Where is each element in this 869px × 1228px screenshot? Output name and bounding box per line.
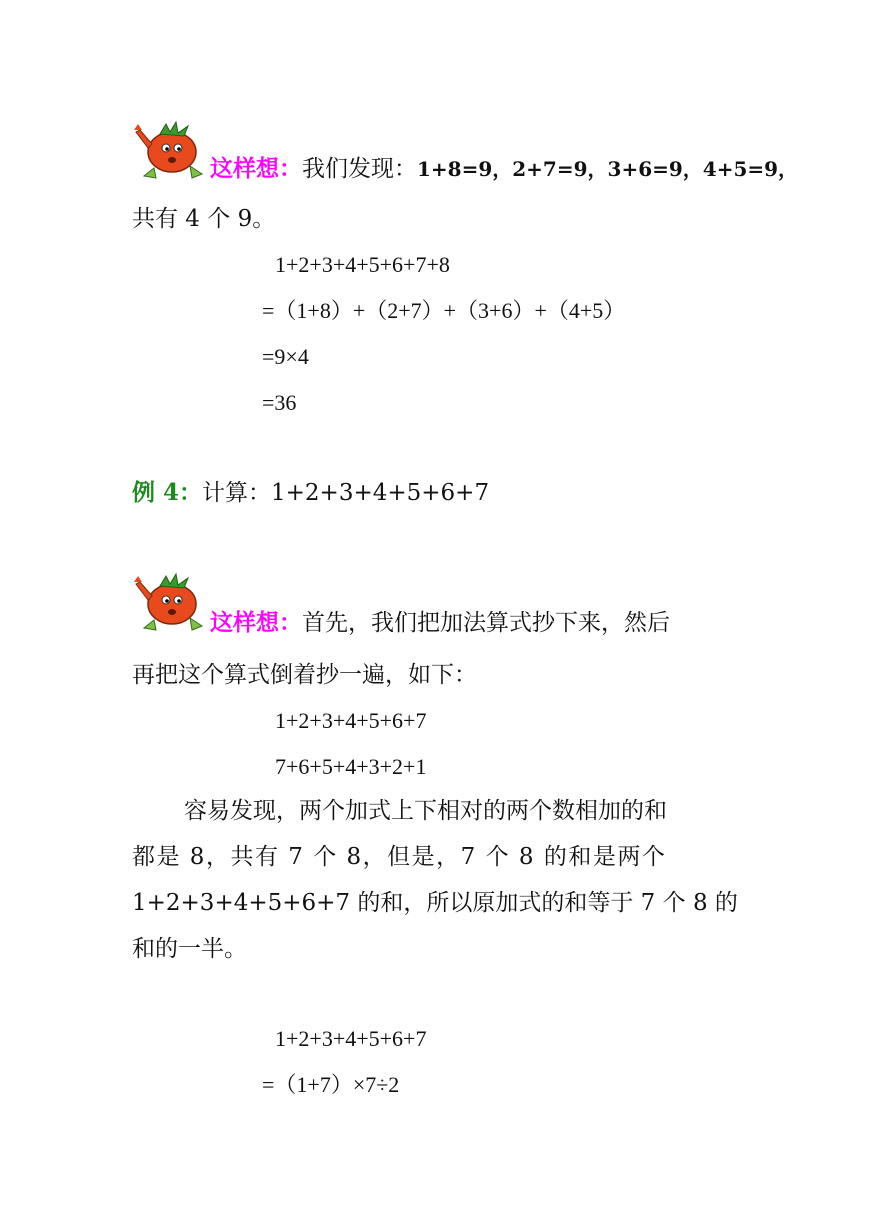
intro-text: 我们发现： — [302, 156, 417, 182]
example4-heading — [132, 478, 489, 508]
para-line-1: 容易发现，两个加式上下相对的两个数相加的和 — [184, 798, 667, 824]
tomato-mascot-icon — [132, 118, 210, 180]
think-label: 这样想： — [210, 610, 302, 636]
example-label: 例 4： — [132, 479, 203, 506]
section1-step-1: 1+2+3+4+5+6+7+8 — [275, 252, 450, 277]
line1-text: 首先，我们把加法算式抄下来，然后 — [302, 610, 670, 636]
section2-first-line — [210, 608, 670, 638]
section1-step-2: =（1+8）+（2+7）+（3+6）+（4+5） — [262, 298, 626, 323]
forward-sum: 1+2+3+4+5+6+7 — [275, 708, 427, 733]
section2-step-2: =（1+7）×7÷2 — [262, 1072, 400, 1097]
section2-step-1: 1+2+3+4+5+6+7 — [275, 1026, 427, 1051]
tomato-mascot-icon — [132, 570, 210, 632]
para-line-2: 都是 8，共有 7 个 8，但是，7 个 8 的和是两个 — [132, 844, 667, 870]
section1-step-4: =36 — [262, 390, 297, 415]
reverse-sum: 7+6+5+4+3+2+1 — [275, 754, 427, 779]
section1-step-3: =9×4 — [262, 344, 309, 369]
para-line-3: 1+2+3+4+5+6+7 的和，所以原加式的和等于 7 个 8 的 — [132, 890, 738, 916]
pairs-text: 1+8=9，2+7=9，3+6=9，4+5=9， — [417, 157, 799, 181]
para-line-4: 和的一半。 — [132, 936, 247, 962]
example-text: 计算：1+2+3+4+5+6+7 — [202, 480, 490, 506]
section1-continuation — [132, 204, 275, 234]
continuation-text: 共有 4 个 9。 — [132, 206, 276, 232]
section2-second-line: 再把这个算式倒着抄一遍，如下： — [132, 662, 477, 688]
think-label: 这样想： — [210, 156, 302, 182]
section1-first-line — [210, 154, 798, 184]
